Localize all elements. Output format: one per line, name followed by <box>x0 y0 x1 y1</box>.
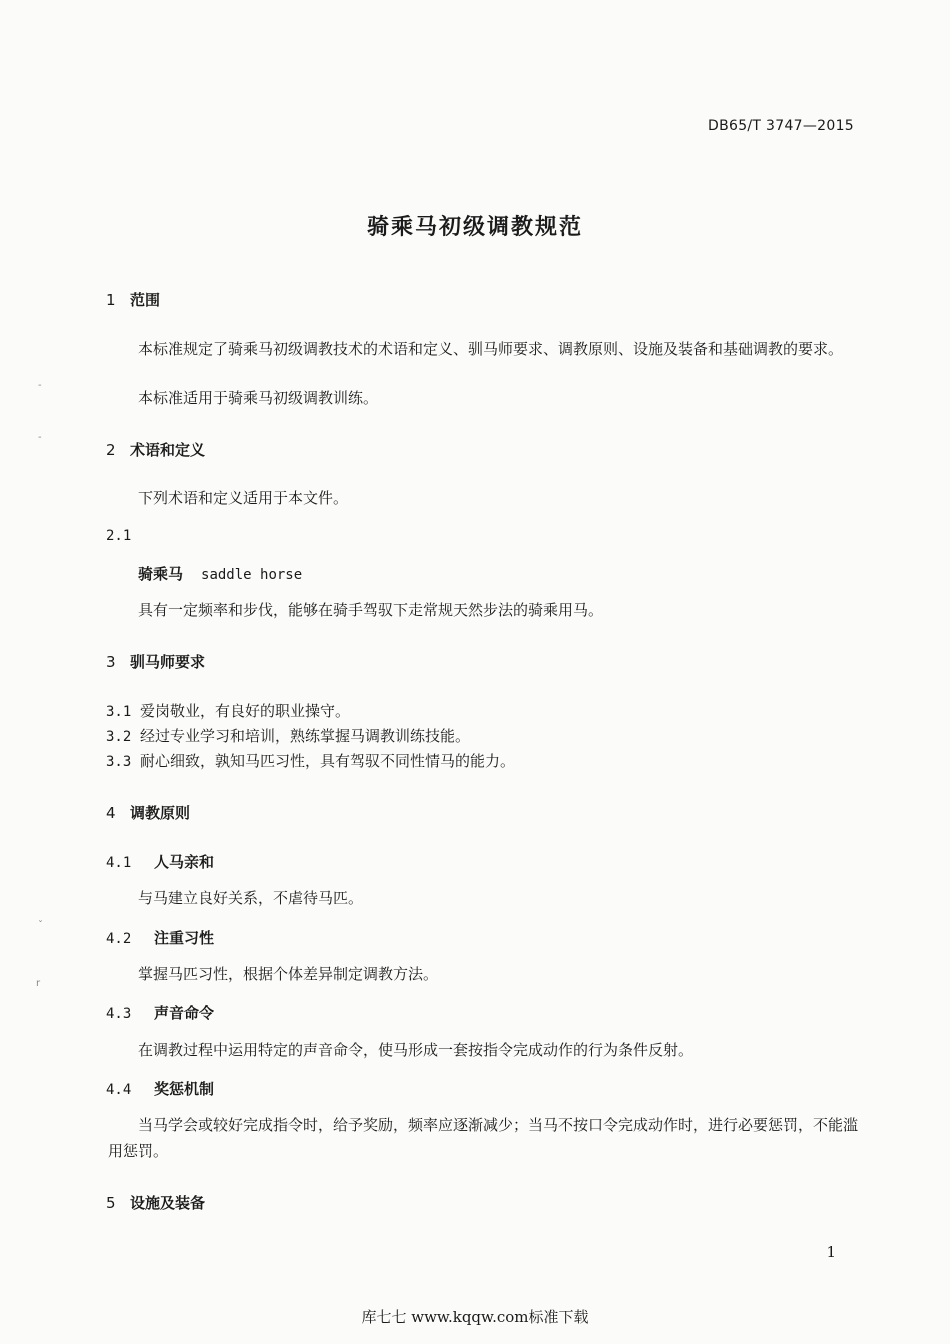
term-number: 2.1 <box>106 528 132 544</box>
section-2-intro: 下列术语和定义适用于本文件。 <box>138 489 349 507</box>
section-number: 2 <box>106 441 116 459</box>
list-item <box>106 750 515 771</box>
term-english: saddle horse <box>201 567 303 583</box>
scan-mark: r <box>36 978 41 989</box>
section-title: 调教原则 <box>130 804 191 822</box>
subsection-title: 声音命令 <box>154 1004 215 1022</box>
subsection-title: 注重习性 <box>154 929 215 947</box>
subsection-4-4-heading <box>106 1078 214 1099</box>
subsection-4-2-text: 掌握马匹习性，根据个体差异制定调教方法。 <box>138 965 439 983</box>
list-item <box>106 700 350 721</box>
subsection-4-3-heading <box>106 1002 214 1023</box>
subsection-4-3-text: 在调教过程中运用特定的声音命令，使马形成一套按指令完成动作的行为条件反射。 <box>138 1041 694 1059</box>
subsection-number: 4.1 <box>106 855 132 871</box>
term-2-1-name <box>138 563 302 584</box>
watermark-footer: 库七七 www.kqqw.com标准下载 <box>361 1308 589 1326</box>
section-4-heading <box>106 802 190 823</box>
scan-mark: - <box>38 380 42 391</box>
section-1-heading <box>106 289 160 310</box>
section-3-heading <box>106 651 205 672</box>
term-2-1-definition: 具有一定频率和步伐，能够在骑手驾驭下走常规天然步法的骑乘用马。 <box>138 601 604 619</box>
subsection-title: 人马亲和 <box>154 853 215 871</box>
item-text: 耐心细致，孰知马匹习性，具有驾驭不同性情马的能力。 <box>140 752 516 770</box>
item-text: 爱岗敬业，有良好的职业操守。 <box>140 702 351 720</box>
item-number: 3.1 <box>106 704 132 720</box>
section-number: 3 <box>106 653 116 671</box>
item-number: 3.3 <box>106 754 132 770</box>
term-chinese: 骑乘马 <box>138 565 184 583</box>
page-number: 1 <box>826 1243 836 1261</box>
section-number: 5 <box>106 1194 116 1212</box>
section-1-paragraph-2: 本标准适用于骑乘马初级调教训练。 <box>138 389 379 407</box>
page-title: 骑乘马初级调教规范 <box>366 215 583 240</box>
section-number: 4 <box>106 804 116 822</box>
term-2-1-number <box>106 526 154 544</box>
subsection-4-1-text: 与马建立良好关系，不虐待马匹。 <box>138 889 364 907</box>
subsection-number: 4.2 <box>106 931 132 947</box>
subsection-4-2-heading <box>106 927 214 948</box>
section-title: 范围 <box>130 291 161 309</box>
section-number: 1 <box>106 291 116 309</box>
subsection-4-4-text: 当马学会或较好完成指令时，给予奖励，频率应逐渐减少；当马不按口令完成动作时，进行必要惩罚，不能滥用惩罚。 <box>108 1116 859 1160</box>
item-text: 经过专业学习和培训，熟练掌握马调教训练技能。 <box>140 727 471 745</box>
section-5-heading <box>106 1192 205 1213</box>
subsection-title: 奖惩机制 <box>154 1080 215 1098</box>
subsection-number: 4.3 <box>106 1006 132 1022</box>
section-1-paragraph-1: 本标准规定了骑乘马初级调教技术的术语和定义、驯马师要求、调教原则、设施及装备和基础调教的要求。 <box>138 340 844 358</box>
section-2-heading <box>106 439 205 460</box>
scan-mark: - <box>38 432 42 443</box>
subsection-4-1-heading <box>106 851 214 872</box>
list-item <box>106 725 470 746</box>
subsection-number: 4.4 <box>106 1082 132 1098</box>
section-title: 术语和定义 <box>130 441 206 459</box>
item-number: 3.2 <box>106 729 132 745</box>
section-title: 设施及装备 <box>130 1194 206 1212</box>
document-number: DB65/T 3747—2015 <box>708 118 854 134</box>
section-title: 驯马师要求 <box>130 653 206 671</box>
scan-mark: ˇ <box>38 920 43 931</box>
